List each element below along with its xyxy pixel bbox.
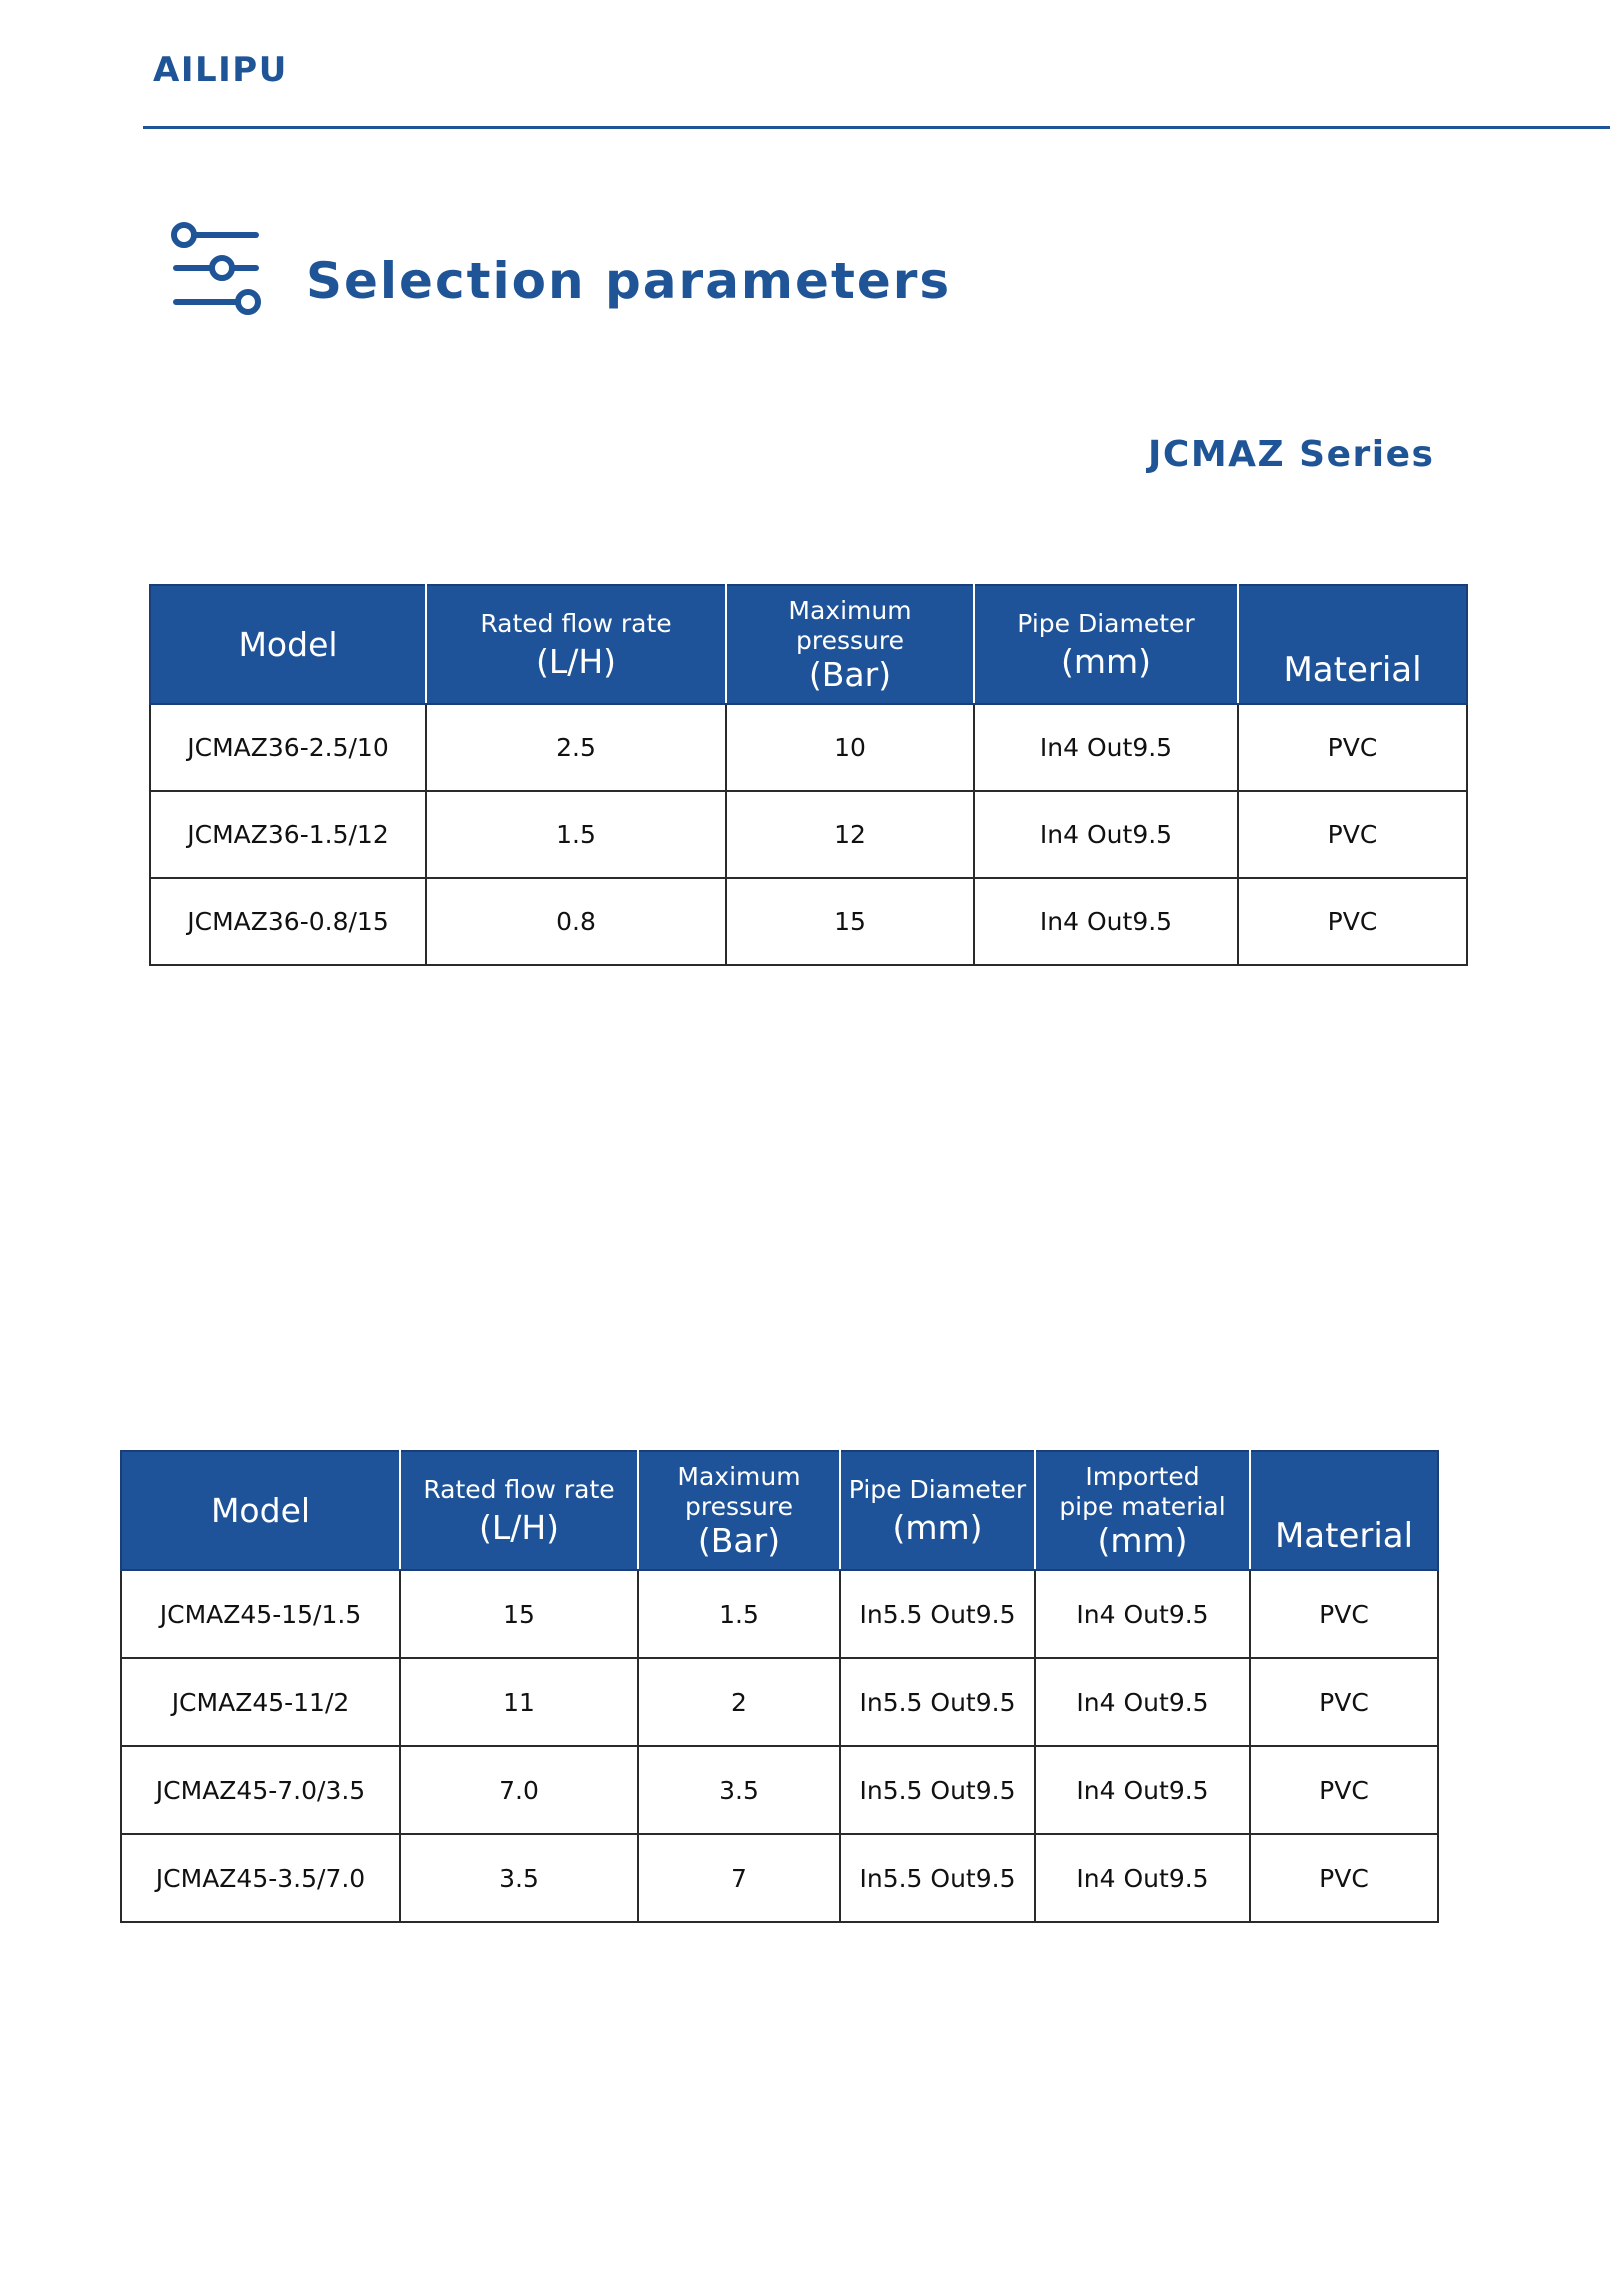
cell-pressure: 7 bbox=[638, 1834, 840, 1922]
cell-pipe: In5.5 Out9.5 bbox=[840, 1570, 1035, 1658]
cell-imported: In4 Out9.5 bbox=[1035, 1746, 1250, 1834]
header-pipe-diameter: Pipe Diameter (mm) bbox=[974, 585, 1238, 704]
header-pipe-diameter: Pipe Diameter (mm) bbox=[840, 1451, 1035, 1570]
cell-model: JCMAZ45-3.5/7.0 bbox=[121, 1834, 400, 1922]
cell-pipe: In4 Out9.5 bbox=[974, 878, 1238, 965]
cell-material: PVC bbox=[1250, 1746, 1438, 1834]
header-material: Material bbox=[1250, 1451, 1438, 1570]
sliders-icon bbox=[168, 216, 264, 318]
table-row bbox=[121, 1658, 1438, 1746]
cell-model: JCMAZ45-15/1.5 bbox=[121, 1570, 400, 1658]
jcmaz45-spec-table bbox=[120, 1450, 1439, 1923]
cell-pipe: In5.5 Out9.5 bbox=[840, 1834, 1035, 1922]
cell-flow: 2.5 bbox=[426, 704, 726, 791]
header-flow-rate: Rated flow rate (L/H) bbox=[400, 1451, 638, 1570]
cell-material: PVC bbox=[1250, 1658, 1438, 1746]
brand-logo-text: AILIPU bbox=[153, 50, 288, 90]
cell-pipe: In5.5 Out9.5 bbox=[840, 1746, 1035, 1834]
cell-material: PVC bbox=[1250, 1834, 1438, 1922]
table-row bbox=[121, 1746, 1438, 1834]
cell-model: JCMAZ45-7.0/3.5 bbox=[121, 1746, 400, 1834]
page-title: Selection parameters bbox=[306, 252, 952, 310]
cell-pipe: In4 Out9.5 bbox=[974, 704, 1238, 791]
header-flow-rate: Rated flow rate (L/H) bbox=[426, 585, 726, 704]
header-divider bbox=[143, 126, 1610, 129]
cell-flow: 1.5 bbox=[426, 791, 726, 878]
series-label: JCMAZ Series bbox=[1148, 434, 1435, 475]
cell-flow: 11 bbox=[400, 1658, 638, 1746]
cell-pressure: 10 bbox=[726, 704, 974, 791]
cell-model: JCMAZ36-2.5/10 bbox=[150, 704, 426, 791]
table-header-row bbox=[121, 1451, 1438, 1570]
cell-pressure: 3.5 bbox=[638, 1746, 840, 1834]
cell-material: PVC bbox=[1238, 704, 1467, 791]
header-imported-pipe-material: Imported pipe material (mm) bbox=[1035, 1451, 1250, 1570]
table-row bbox=[150, 878, 1467, 965]
cell-material: PVC bbox=[1250, 1570, 1438, 1658]
table-header-row bbox=[150, 585, 1467, 704]
cell-pressure: 1.5 bbox=[638, 1570, 840, 1658]
cell-flow: 15 bbox=[400, 1570, 638, 1658]
cell-material: PVC bbox=[1238, 878, 1467, 965]
cell-material: PVC bbox=[1238, 791, 1467, 878]
cell-pipe: In4 Out9.5 bbox=[974, 791, 1238, 878]
cell-model: JCMAZ45-11/2 bbox=[121, 1658, 400, 1746]
header-max-pressure: Maximum pressure (Bar) bbox=[726, 585, 974, 704]
cell-flow: 3.5 bbox=[400, 1834, 638, 1922]
cell-imported: In4 Out9.5 bbox=[1035, 1834, 1250, 1922]
header-material: Material bbox=[1238, 585, 1467, 704]
jcmaz36-spec-table bbox=[149, 584, 1468, 966]
cell-imported: In4 Out9.5 bbox=[1035, 1570, 1250, 1658]
cell-pressure: 12 bbox=[726, 791, 974, 878]
table-row bbox=[121, 1834, 1438, 1922]
cell-pressure: 2 bbox=[638, 1658, 840, 1746]
cell-flow: 0.8 bbox=[426, 878, 726, 965]
header-model: Model bbox=[121, 1451, 400, 1570]
header-model: Model bbox=[150, 585, 426, 704]
cell-model: JCMAZ36-0.8/15 bbox=[150, 878, 426, 965]
table-row bbox=[150, 791, 1467, 878]
cell-flow: 7.0 bbox=[400, 1746, 638, 1834]
cell-imported: In4 Out9.5 bbox=[1035, 1658, 1250, 1746]
cell-pressure: 15 bbox=[726, 878, 974, 965]
header-max-pressure: Maximum pressure (Bar) bbox=[638, 1451, 840, 1570]
cell-model: JCMAZ36-1.5/12 bbox=[150, 791, 426, 878]
table-row bbox=[150, 704, 1467, 791]
cell-pipe: In5.5 Out9.5 bbox=[840, 1658, 1035, 1746]
table-row bbox=[121, 1570, 1438, 1658]
